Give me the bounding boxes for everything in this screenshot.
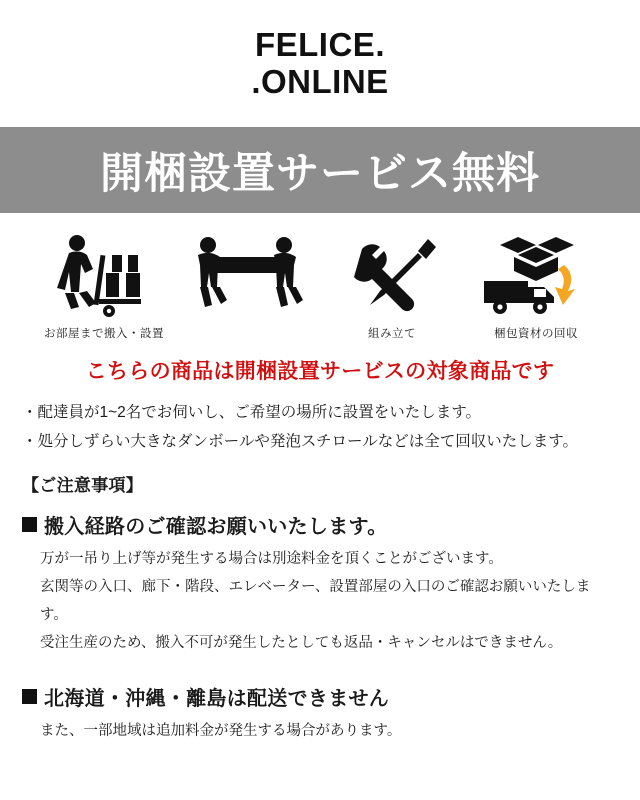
notice-heading: 【ご注意事項】 — [22, 475, 144, 495]
list-item: 万が一吊り上げ等が発生する場合は別途料金を頂くことがございます。 — [40, 550, 503, 567]
brand-line-2: .ONLINE — [251, 62, 389, 100]
list-item: また、一部地域は追加料金が発生する場合があります。 — [40, 722, 402, 739]
notice-section-title-access — [0, 510, 640, 539]
brand-logo — [0, 0, 640, 99]
list-item: 玄関等の入口、廊下・階段、エレベーター、設置部屋の入口のご確認お願いいたします。 — [40, 578, 591, 624]
service-caption-delivery: お部屋まで搬入・設置 — [44, 328, 164, 341]
service-item-recycle — [466, 231, 606, 341]
list-item: ・処分しずらい大きなダンボールや発泡スチロールなどは全て回収いたします。 — [22, 432, 578, 450]
service-caption-assembly: 組み立て — [368, 328, 416, 341]
two-people-carrying-sofa-icon — [178, 231, 318, 317]
service-bullet-list — [0, 399, 640, 456]
brand-line-1: FELICE. — [254, 26, 385, 63]
box-truck-recycle-icon — [466, 231, 606, 317]
service-icon-row — [0, 231, 640, 341]
service-caption-recycle: 梱包資材の回収 — [494, 328, 578, 341]
list-item: ・配達員が1~2名でお伺いし、ご希望の場所に設置をいたします。 — [22, 404, 482, 422]
list-item: 受注生産のため、搬入不可が発生したとしても返品・キャンセルはできません。 — [40, 635, 563, 652]
service-item-delivery — [34, 231, 174, 341]
notice-section-title-shipping — [0, 682, 640, 711]
service-item-carry — [178, 231, 318, 341]
notice-section-lines-shipping — [0, 717, 640, 745]
headline-text: 開梱設置サービス無料 — [100, 149, 540, 198]
black-square-bullet-icon — [22, 689, 37, 704]
notice-section-title-access-text: 搬入経路のご確認お願いいたします。 — [44, 515, 388, 538]
headline-band — [0, 127, 640, 213]
black-square-bullet-icon — [22, 517, 37, 532]
notice-section-title-shipping-text: 北海道・沖縄・離島は配送できません — [44, 687, 390, 710]
eligibility-notice: こちらの商品は開梱設置サービスの対象商品です — [85, 360, 555, 384]
notice-section-lines-access — [0, 545, 640, 658]
hand-truck-delivery-icon — [34, 231, 174, 317]
service-item-assembly — [322, 231, 462, 341]
tools-wrench-screwdriver-icon — [322, 231, 462, 317]
